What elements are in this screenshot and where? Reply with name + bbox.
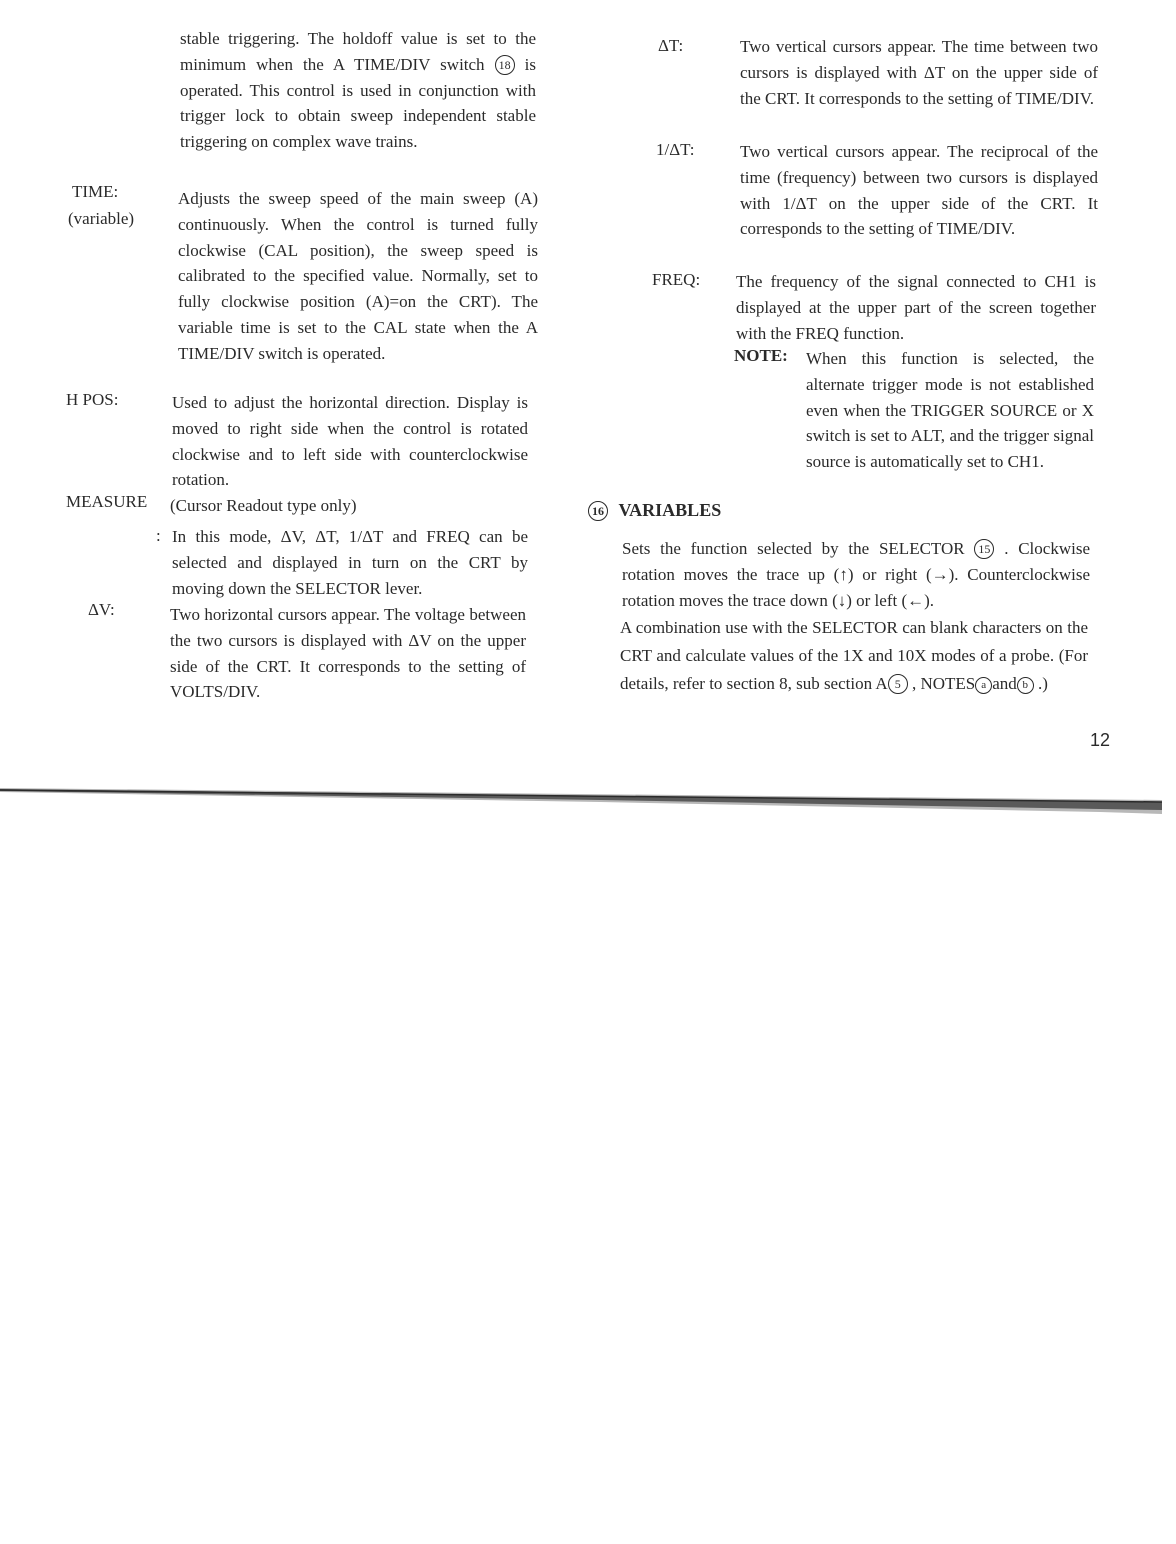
page-number: 12	[1090, 730, 1111, 750]
delta-v-label: ΔV:	[88, 600, 115, 619]
freq-label: FREQ:	[652, 270, 701, 289]
time-variable-text: Adjusts the sweep speed of the main sweep (A) continuously. When the control is turned fully clockwise (CAL position), the sweep speed is calibrated to the specified value. Normally, set to fully clockwise position (A)=on the CRT). The variable time is set to the CAL state when the A TIME/DIV switch is operated.	[178, 189, 538, 363]
measure-text: In this mode, ΔV, ΔT, 1/ΔT and FREQ can be selected and displayed in turn on the CRT by moving down the SELECTOR lever.	[172, 527, 528, 598]
ref-18-marker: 18	[495, 55, 515, 75]
delta-t-text: Two vertical cursors appear. The time between two cursors is displayed with ΔT on the upper side of the CRT. It corresponds to the setting of TIME/DIV.	[740, 37, 1098, 108]
scan-edge-rule	[0, 788, 1162, 814]
delta-v-text: Two horizontal cursors appear. The voltage between the two cursors is displayed with ΔV on the upper side of the CRT. It corresponds to the setting of VOLTS/DIV.	[170, 605, 526, 702]
ref-16-marker: 16	[588, 501, 608, 521]
h-pos-text: Used to adjust the horizontal direction. Display is moved to right side when the control is rotated clockwise and to left side with counterclockwise rotation.	[172, 393, 528, 490]
ref-b-marker: b	[1017, 677, 1034, 694]
time-variable-sublabel: (variable)	[68, 209, 135, 228]
measure-title: (Cursor Readout type only)	[170, 496, 357, 515]
h-pos-label: H POS:	[66, 390, 119, 409]
variables-heading	[588, 500, 721, 521]
variables-title: VARIABLES	[618, 500, 722, 520]
delta-t-label: ΔT:	[658, 36, 684, 55]
holdoff-continuation-text: stable triggering. The holdoff value is set to the minimum when the A TIME/DIV switch 18 is operated. This control is used in conjunction with trigger lock to obtain sweep independent stable triggering on complex wave trains.	[180, 29, 536, 152]
inv-delta-t-label: 1/ΔT:	[656, 140, 695, 159]
ref-5-marker: 5	[888, 674, 908, 694]
freq-text: The frequency of the signal connected to CH1 is displayed at the upper part of the screen together with the FREQ function.	[736, 272, 1096, 343]
measure-label: MEASURE	[66, 492, 148, 511]
measure-colon: :	[156, 526, 161, 545]
inv-delta-t-text: Two vertical cursors appear. The reciprocal of the time (frequency) between two cursors is displayed with 1/ΔT on the upper side of the CRT. It corresponds to the setting of TIME/DIV.	[740, 142, 1098, 239]
note-label: NOTE:	[734, 346, 788, 365]
variables-paragraph-1: Sets the function selected by the SELECTOR 15 . Clockwise rotation moves the trace up (↑) or right (→). Counterclockwise rotation moves the trace down (↓) or left (←).	[622, 539, 1090, 610]
ref-a-marker: a	[975, 677, 992, 694]
variables-paragraph-2: A combination use with the SELECTOR can blank characters on the CRT and calculate values of the 1X and 10X modes of a probe. (For details, refer to section 8, sub section A 5 , NOTES a and b .)	[620, 618, 1088, 693]
ref-15-marker: 15	[974, 539, 994, 559]
note-text: When this function is selected, the alternate trigger mode is not established even when the TRIGGER SOURCE or X switch is set to ALT, and the trigger signal source is automatically set to CH1.	[806, 349, 1094, 472]
time-variable-label: TIME:	[72, 182, 119, 201]
